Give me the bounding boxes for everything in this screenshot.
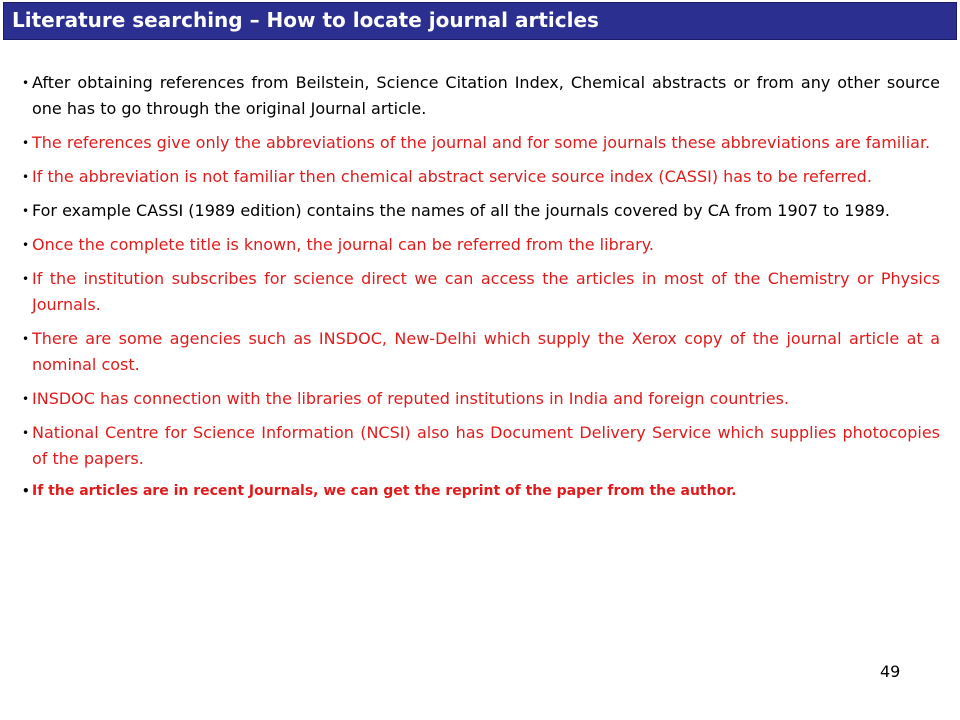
- bullet-dot-icon: •: [22, 484, 30, 498]
- bullet-dot-icon: •: [22, 392, 30, 406]
- bullet-dot-icon: •: [22, 136, 30, 150]
- bullet-text: After obtaining references from Beilstein, Science Citation Index, Chemical abstracts or from any other source one has to go through the original Journal article.: [32, 73, 940, 118]
- bullet-text: If the institution subscribes for science direct we can access the articles in most of the Chemistry or Physics Journals.: [32, 269, 940, 314]
- bullet-text: For example CASSI (1989 edition) contains the names of all the journals covered by CA from 1907 to 1989.: [32, 201, 891, 220]
- bullet-item: [22, 480, 940, 502]
- bullet-dot-icon: •: [22, 170, 30, 184]
- bullet-item: [22, 164, 940, 190]
- bullet-item: [22, 198, 940, 224]
- bullet-item: [22, 130, 940, 156]
- bullet-item: [22, 70, 940, 122]
- bullet-item: [22, 386, 940, 412]
- bullet-dot-icon: •: [22, 272, 30, 286]
- bullet-list: [22, 70, 940, 510]
- bullet-item: [22, 266, 940, 318]
- bullet-dot-icon: •: [22, 238, 30, 252]
- bullet-dot-icon: •: [22, 332, 30, 346]
- bullet-text: If the articles are in recent Journals, we can get the reprint of the paper from the author.: [32, 483, 737, 499]
- bullet-text: The references give only the abbreviations of the journal and for some journals these abbreviations are familiar.: [32, 133, 931, 152]
- page-number: 49: [880, 662, 901, 681]
- bullet-item: [22, 420, 940, 472]
- slide-title: Literature searching – How to locate journal articles: [12, 8, 599, 32]
- bullet-dot-icon: •: [22, 426, 30, 440]
- bullet-text: If the abbreviation is not familiar then chemical abstract service source index (CASSI) has to be referred.: [32, 167, 872, 186]
- bullet-item: [22, 232, 940, 258]
- bullet-dot-icon: •: [22, 76, 30, 90]
- bullet-item: [22, 326, 940, 378]
- bullet-dot-icon: •: [22, 204, 30, 218]
- slide-title-bar: [3, 2, 957, 40]
- bullet-text: INSDOC has connection with the libraries of reputed institutions in India and foreign countries.: [32, 389, 790, 408]
- bullet-text: National Centre for Science Information (NCSI) also has Document Delivery Service which supplies photocopies of the papers.: [32, 423, 940, 468]
- bullet-text: There are some agencies such as INSDOC, New-Delhi which supply the Xerox copy of the journal article at a nominal cost.: [32, 329, 940, 374]
- bullet-text: Once the complete title is known, the journal can be referred from the library.: [32, 235, 654, 254]
